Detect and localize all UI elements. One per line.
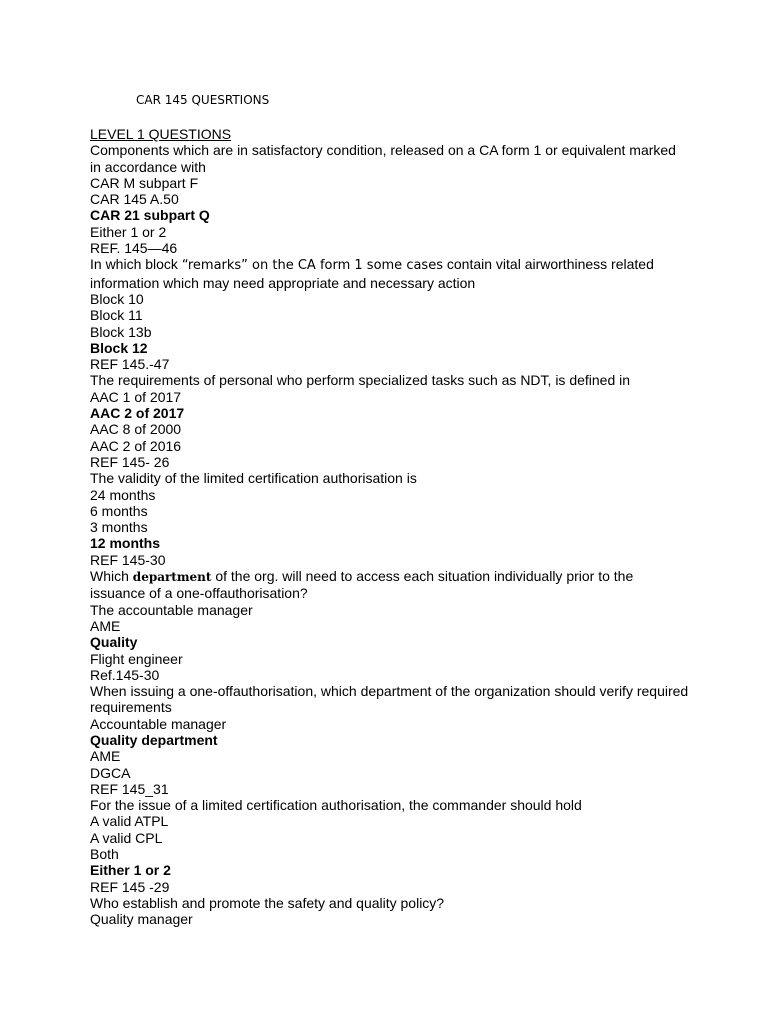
text-line [90,568,690,602]
line-text: REF 145- 26 [90,453,170,470]
line-text-rest: of the org. will need to access each situation individually prior to the issuance of a one-offauthorisation? [90,568,634,602]
line-text: Both [90,846,119,863]
line-text: CAR M subpart F [90,174,199,191]
line-text: The validity of the limited certification authorisation is [90,470,417,487]
line-text: CAR 145 A.50 [90,191,179,208]
line-text: 6 months [90,502,148,519]
line-text: AME [90,617,121,634]
line-text: The requirements of personal who perform specialized tasks such as NDT, is defined in [90,372,631,389]
text-line [90,142,690,175]
line-text-rest: contain vital airworthiness related information which may need appropriate and necessary action [90,256,654,291]
text-line [90,191,690,207]
text-line [90,748,690,764]
text-line [90,487,690,503]
text-line [90,911,690,927]
text-line [90,781,690,797]
line-text: REF. 145—46 [90,240,178,257]
line-text: REF 145.-47 [90,356,170,373]
line-text: Components which are in satisfactory condition, released on a CA form 1 or equivalent marked in accordance with [90,142,676,175]
text-line [90,846,690,862]
line-text: Block 11 [90,307,143,324]
text-line [90,389,690,405]
text-line [90,256,690,291]
line-text: Block 12 [90,339,148,356]
document-body [90,126,690,928]
line-text: Flight engineer [90,650,183,667]
text-line [90,224,690,240]
line-text: AAC 8 of 2000 [90,421,182,438]
line-text: Who establish and promote the safety and quality policy? [90,894,445,911]
line-text: Quality department [90,731,218,748]
line-text: AME [90,748,121,765]
line-text: Accountable manager [90,715,227,732]
line-text: AAC 2 of 2017 [90,405,185,422]
line-text: REF 145-30 [90,551,166,568]
text-line [90,879,690,895]
line-text: 12 months [90,535,161,552]
text-line [90,716,690,732]
text-line [90,667,690,683]
text-line [90,324,690,340]
answer-line [90,207,690,223]
line-text: A valid ATPL [90,813,169,830]
text-line [90,421,690,437]
answer-line [90,340,690,356]
text-line [90,470,690,486]
section-heading: LEVEL 1 QUESTIONS [90,126,232,142]
line-text: Block 10 [90,290,144,307]
line-text: AAC 1 of 2017 [90,388,182,405]
line-text: Either 1 or 2 [90,862,171,879]
line-text: REF 145_31 [90,780,169,797]
document-title: CAR 145 QUESRTIONS [136,93,270,107]
text-line [90,618,690,634]
line-text: Either 1 or 2 [90,223,167,240]
line-text: AAC 2 of 2016 [90,437,182,454]
line-text: The accountable manager [90,601,253,618]
line-text: Which [90,568,133,585]
line-text: REF 145 -29 [90,878,170,895]
line-text: In which block [90,256,182,273]
text-line [90,291,690,307]
text-line [90,813,690,829]
text-line [90,830,690,846]
text-line [90,895,690,911]
text-line [90,438,690,454]
line-text-alt-font: “remarks” on the CA form 1 some cases [181,258,443,274]
answer-line [90,535,690,551]
line-text: 24 months [90,486,156,503]
line-text: Block 13b [90,323,152,340]
answer-line [90,634,690,650]
line-text: For the issue of a limited certification authorisation, the commander should hold [90,797,582,814]
text-line [90,765,690,781]
line-text: A valid CPL [90,829,163,846]
line-text: CAR 21 subpart Q [90,207,210,224]
text-line [90,175,690,191]
text-line [90,307,690,323]
text-line [90,651,690,667]
answer-line [90,405,690,421]
text-line [90,797,690,813]
text-line [90,356,690,372]
line-text: Quality manager [90,911,193,928]
line-text: Ref.145-30 [90,666,160,683]
text-line [90,552,690,568]
text-line [90,503,690,519]
answer-line [90,732,690,748]
line-text: DGCA [90,764,131,781]
line-text: When issuing a one-offauthorisation, which department of the organization should verify required requirements [90,683,689,716]
line-text-alt-font: department [132,570,212,585]
text-line [90,240,690,256]
text-line [90,519,690,535]
line-text: 3 months [90,519,148,536]
text-line [90,683,690,716]
text-line [90,454,690,470]
text-line [90,372,690,388]
text-line [90,602,690,618]
line-text: Quality [90,634,138,651]
answer-line [90,862,690,878]
